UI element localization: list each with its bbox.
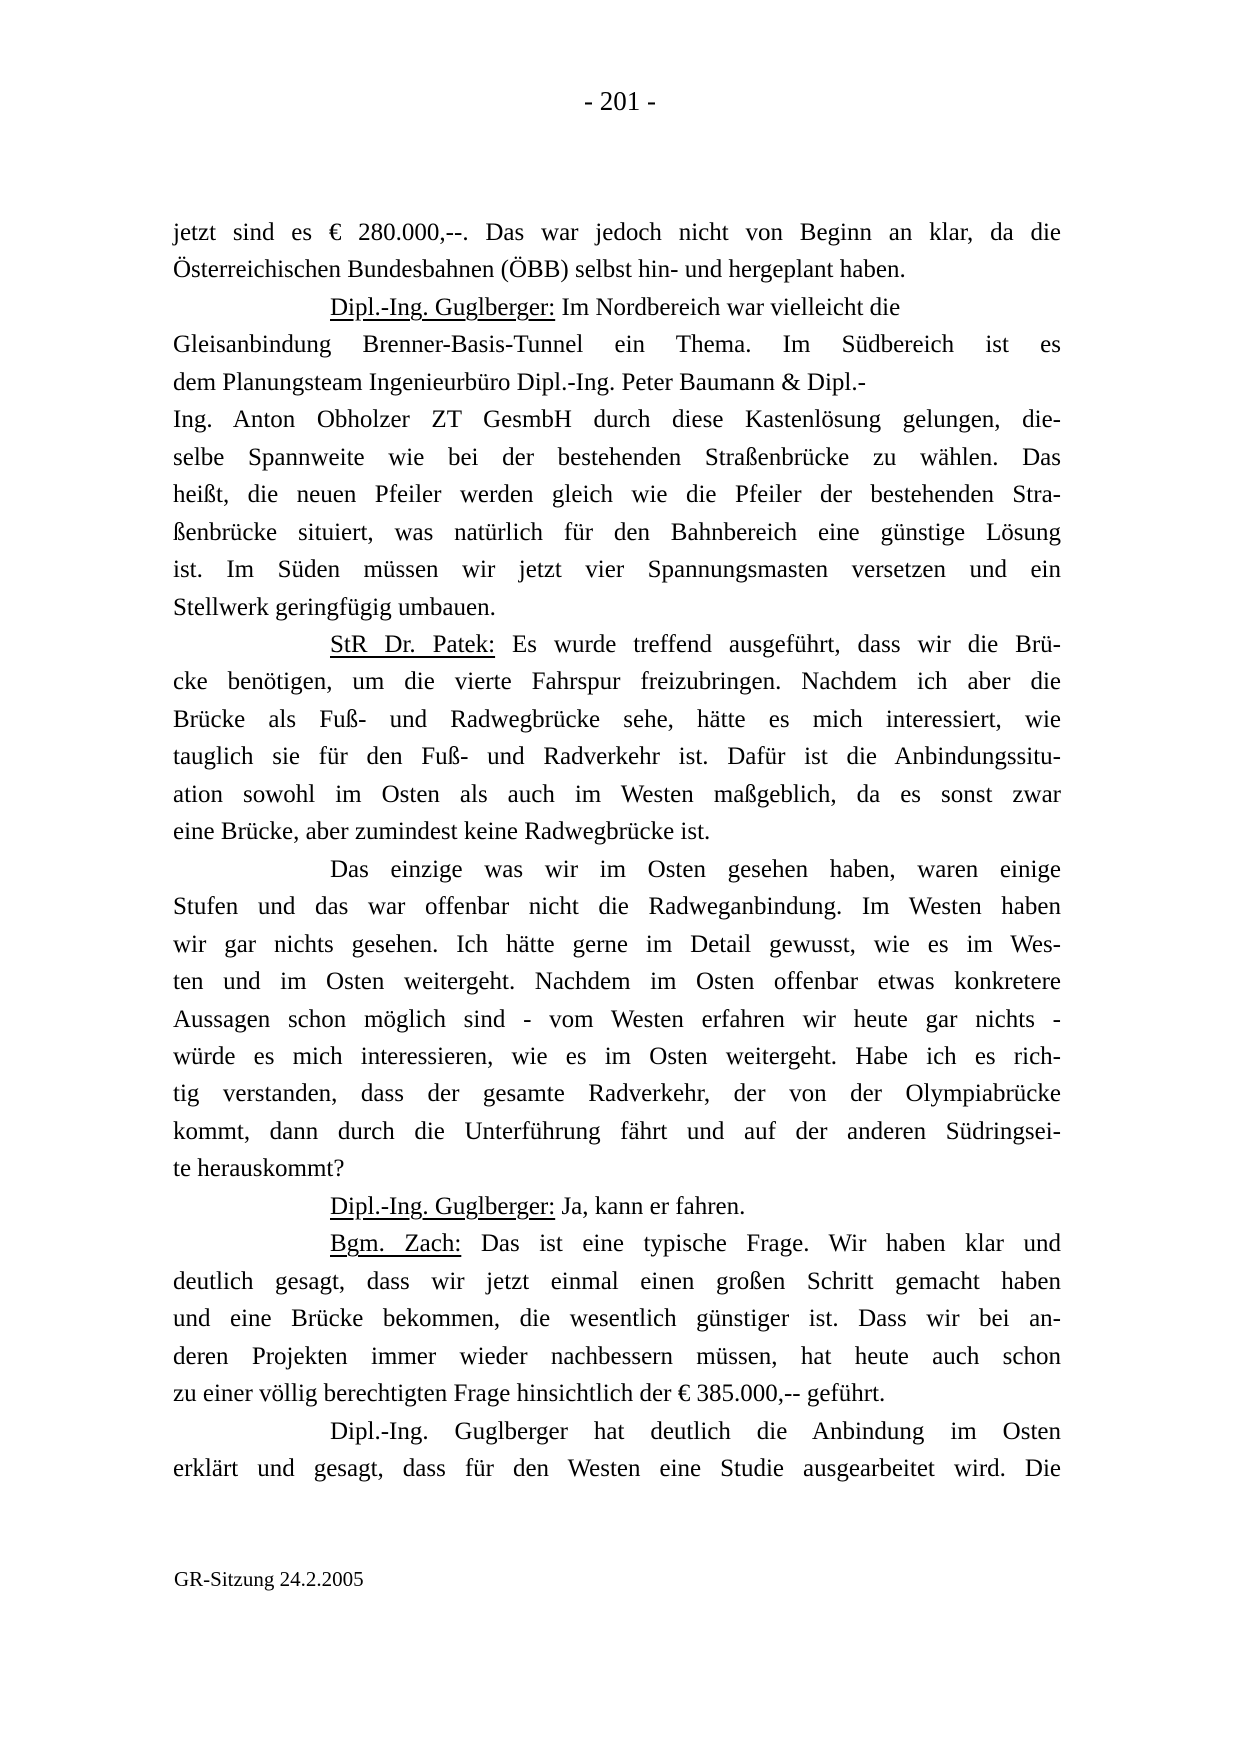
text-line xyxy=(173,1001,1061,1038)
text-line xyxy=(173,663,1061,700)
line-text: selbe Spannweite wie bei der bestehenden Straßenbrücke zu wählen. Das xyxy=(173,443,1061,471)
text-line xyxy=(173,1188,1061,1225)
line-text: eine Brücke, aber zumindest keine Radwegbrücke ist. xyxy=(173,818,711,846)
text-line xyxy=(173,926,1061,963)
line-text: heißt, die neuen Pfeiler werden gleich wie die Pfeiler der bestehenden Stra- xyxy=(173,481,1061,509)
line-text: Das ist eine typische Frage. Wir haben klar und xyxy=(480,1230,1061,1258)
text-line xyxy=(173,776,1061,813)
line-text: erklärt und gesagt, dass für den Westen eine Studie ausgearbeitet wird. Die xyxy=(173,1454,1061,1482)
line-text: Ja, kann er fahren. xyxy=(561,1192,746,1220)
paragraph xyxy=(173,1188,1061,1225)
paragraph xyxy=(173,851,1061,1188)
text-line xyxy=(173,1413,1061,1450)
line-text: Brücke als Fuß- und Radwegbrücke sehe, hätte es mich interessiert, wie xyxy=(173,705,1061,733)
line-text: Es wurde treffend ausgeführt, dass wir die Brü- xyxy=(512,630,1062,658)
text-line xyxy=(173,1150,1061,1187)
text-line xyxy=(173,1450,1061,1487)
speaker-name: Dipl.-Ing. Guglberger: xyxy=(330,293,556,321)
paragraph xyxy=(173,289,1061,626)
text-line xyxy=(173,289,1061,326)
line-text: jetzt sind es € 280.000,--. Das war jedoch nicht von Beginn an klar, da die xyxy=(173,219,1061,246)
line-text: dem Planungsteam Ingenieurbüro Dipl.-Ing. Peter Baumann & Dipl.- xyxy=(173,368,866,396)
line-text: ist. Im Süden müssen wir jetzt vier Spannungsmasten versetzen und ein xyxy=(173,556,1061,584)
text-line xyxy=(173,738,1061,775)
text-line xyxy=(173,551,1061,588)
line-text: tig verstanden, dass der gesamte Radverkehr, der von der Olympiabrücke xyxy=(173,1080,1061,1108)
text-line xyxy=(173,1375,1061,1412)
line-text: Das einzige was wir im Osten gesehen haben, waren einige xyxy=(330,855,1061,883)
line-text: und eine Brücke bekommen, die wesentlich günstiger ist. Dass wir bei an- xyxy=(173,1305,1061,1333)
line-text: würde es mich interessieren, wie es im Osten weitergeht. Habe ich es rich- xyxy=(173,1042,1061,1070)
line-text: cke benötigen, um die vierte Fahrspur freizubringen. Nachdem ich aber die xyxy=(173,668,1061,696)
speaker-name: StR Dr. Patek: xyxy=(330,630,496,658)
line-text: deren Projekten immer wieder nachbessern müssen, hat heute auch schon xyxy=(173,1342,1061,1370)
line-text: wir gar nichts gesehen. Ich hätte gerne im Detail gewusst, wie es im Wes- xyxy=(173,930,1061,958)
document-body xyxy=(173,214,1061,1487)
line-text: Gleisanbindung Brenner-Basis-Tunnel ein Thema. Im Südbereich ist es xyxy=(173,331,1061,359)
text-line xyxy=(173,1075,1061,1112)
line-text: Stellwerk geringfügig umbauen. xyxy=(173,593,496,621)
footer-session-label: GR-Sitzung 24.2.2005 xyxy=(174,1567,364,1591)
text-line xyxy=(173,1300,1061,1337)
speaker-name: Bgm. Zach: xyxy=(330,1230,462,1258)
line-text: Dipl.-Ing. Guglberger hat deutlich die Anbindung im Osten xyxy=(330,1417,1061,1445)
line-text: zu einer völlig berechtigten Frage hinsichtlich der € 385.000,-- geführt. xyxy=(173,1380,886,1408)
text-line xyxy=(173,401,1061,438)
text-line xyxy=(173,476,1061,513)
line-text: ßenbrücke situiert, was natürlich für den Bahnbereich eine günstige Lösung xyxy=(173,518,1061,546)
text-line xyxy=(173,1225,1061,1262)
line-text: tauglich sie für den Fuß- und Radverkehr ist. Dafür ist die Anbindungssitu- xyxy=(173,743,1061,771)
text-line xyxy=(173,851,1061,888)
speaker-name: Dipl.-Ing. Guglberger: xyxy=(330,1192,556,1220)
line-text: Stufen und das war offenbar nicht die Radweganbindung. Im Westen haben xyxy=(173,893,1061,921)
paragraph xyxy=(173,626,1061,851)
line-text: ation sowohl im Osten als auch im Westen maßgeblich, da es sonst zwar xyxy=(173,780,1061,808)
line-text: deutlich gesagt, dass wir jetzt einmal einen großen Schritt gemacht haben xyxy=(173,1267,1061,1295)
text-line xyxy=(173,888,1061,925)
text-line xyxy=(173,1263,1061,1300)
text-line xyxy=(173,364,1061,401)
line-text: te herauskommt? xyxy=(173,1155,345,1183)
text-line xyxy=(173,1038,1061,1075)
text-line xyxy=(173,963,1061,1000)
line-text: Österreichischen Bundesbahnen (ÖBB) selbst hin- und hergeplant haben. xyxy=(173,256,906,284)
text-line xyxy=(173,214,1061,251)
page-number: - 201 - xyxy=(584,86,656,116)
line-text: Im Nordbereich war vielleicht die xyxy=(561,293,901,321)
text-line xyxy=(173,251,1061,288)
paragraph xyxy=(173,214,1061,289)
text-line xyxy=(173,326,1061,363)
text-line xyxy=(173,514,1061,551)
line-text: Aussagen schon möglich sind - vom Westen erfahren wir heute gar nichts - xyxy=(173,1005,1061,1033)
paragraph xyxy=(173,1225,1061,1412)
text-line xyxy=(173,701,1061,738)
text-line xyxy=(173,439,1061,476)
text-line xyxy=(173,1338,1061,1375)
line-text: ten und im Osten weitergeht. Nachdem im Osten offenbar etwas konkretere xyxy=(173,968,1061,996)
paragraph xyxy=(173,1413,1061,1488)
text-line xyxy=(173,1113,1061,1150)
text-line xyxy=(173,626,1061,663)
line-text: Ing. Anton Obholzer ZT GesmbH durch diese Kastenlösung gelungen, die- xyxy=(173,406,1061,434)
line-text: kommt, dann durch die Unterführung fährt und auf der anderen Südringsei- xyxy=(173,1117,1061,1145)
text-line xyxy=(173,813,1061,850)
text-line xyxy=(173,589,1061,626)
